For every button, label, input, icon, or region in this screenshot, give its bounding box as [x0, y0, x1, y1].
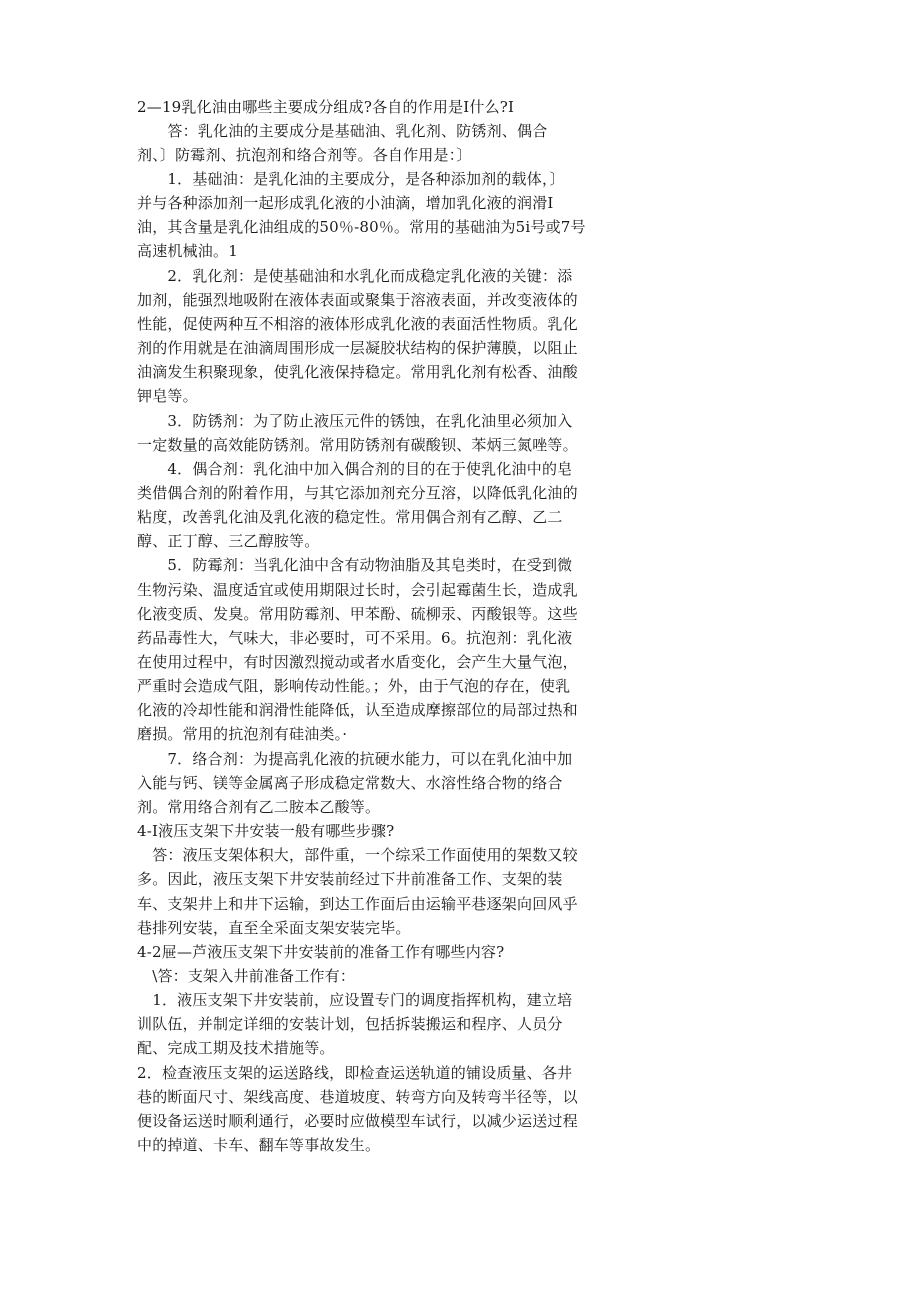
answer-4-2-item-1: 1．液压支架下井安装前，应设置专门的调度指挥机构，建立培: [137, 991, 573, 1009]
rust-inhibitor-line: 3．防锈剂：为了防止液压元件的锈蚀，在乳化油里必须加入: [137, 412, 573, 430]
base-oil-line: 并与各种添加剂一起形成乳化液的小油滴，增加乳化液的润滑I: [137, 194, 554, 212]
answer-4-1-line: 巷排列安装，直至全采面支架安装完毕。: [137, 919, 411, 937]
complexing-agent-line: 入能与钙、镁等金属离子形成稳定常数大、水溶性络合物的络合: [137, 774, 563, 792]
answer-4-2-item-2: 便设备运送时顺利通行，必要时应做模型车试行，以减少运送过程: [137, 1112, 578, 1130]
base-oil-line: 高速机械油。1: [137, 242, 238, 260]
answer-4-2-item-2: 中的掉道、卡车、翻车等事故发生。: [137, 1136, 381, 1154]
complexing-agent-line: 7．络合剂：为提高乳化液的抗硬水能力，可以在乳化油中加: [137, 750, 573, 768]
complexing-agent-line: 剂。常用络合剂有乙二胺本乙酸等。: [137, 798, 381, 816]
answer-4-2-item-1: 配、完成工期及技术措施等。: [137, 1039, 335, 1057]
question-2-19-title: 2—19乳化油由哪些主要成分组成?各自的作用是I什么?I: [137, 98, 515, 116]
antifoam-line: 化液的冷却性能和润滑性能降低，认至造成摩擦部位的局部过热和: [137, 701, 578, 719]
mildew-agent-line: 5．防霉剂：当乳化油中含有动物油脂及其皂类时，在受到微: [137, 556, 573, 574]
base-oil-line: 油，其含量是乳化油组成的50％-80％。常用的基础油为5i号或7号: [137, 218, 586, 236]
emulsifier-line: 钾皂等。: [137, 387, 198, 405]
rust-inhibitor-line: 一定数量的高效能防锈剂。常用防锈剂有碳酸钡、苯炳三氮唑等。: [137, 436, 578, 454]
answer-4-1-line: 多。因此，液压支架下井安装前经过下井前准备工作、支架的装: [137, 870, 563, 888]
answer-4-2-item-1: 训队伍，并制定详细的安装计划，包括拆装搬运和程序、人员分: [137, 1015, 563, 1033]
answer-4-2-intro: \答：支架入井前准备工作有：: [137, 967, 356, 985]
question-4-1-title: 4-I液压支架下井安装一般有哪些步骤?: [137, 822, 395, 840]
emulsifier-line: 油滴发生积聚现象，使乳化液保持稳定。常用乳化剂有松香、油酸: [137, 363, 578, 381]
coupling-agent-line: 4．偶合剂：乳化油中加入偶合剂的目的在于使乳化油中的皂: [137, 460, 573, 478]
mildew-agent-line: 药品毒性大，气味大，非必要时，可不采用。6。抗泡剂：乳化液: [137, 629, 573, 647]
coupling-agent-line: 类借偶合剂的附着作用，与其它添加剂充分互溶，以降低乳化油的: [137, 484, 578, 502]
base-oil-line: 1．基础油：是乳化油的主要成分，是各种添加剂的载体，〕: [137, 170, 565, 188]
mildew-agent-line: 化液变质、发臭。常用防霉剂、甲苯酚、硫柳汞、丙酸银等。这些: [137, 605, 578, 623]
answer-4-1-line: 车、支架井上和井下运输，到达工作面后由运输平巷逐架向回风乎: [137, 895, 578, 913]
antifoam-line: 在使用过程中，有时因激烈搅动或者水盾变化，会产生大量气泡，: [137, 653, 578, 671]
antifoam-line: 严重时会造成气阻，影响传动性能。；外，由于气泡的存在，使乳: [137, 677, 571, 695]
answer-4-1-line: 答：液压支架体积大，部件重，一个综采工作面使用的架数又较: [137, 846, 578, 864]
mildew-agent-line: 生物污染、温度适宜或使用期限过长时，会引起霉菌生长，造成乳: [137, 581, 578, 599]
answer-intro-line: 剂、〕防霉剂、抗泡剂和络合剂等。各自作用是：〕: [137, 146, 472, 164]
emulsifier-line: 加剂，能强烈地吸附在液体表面或聚集于溶液表面，并改变液体的: [137, 291, 578, 309]
antifoam-line: 磨损。常用的抗泡剂有硅油类。·: [137, 725, 348, 743]
emulsifier-line: 性能，促使两种互不相溶的液体形成乳化液的表面活性物质。乳化: [137, 315, 578, 333]
question-4-2-title: 4-2屉—芦液压支架下井安装前的准备工作有哪些内容?: [137, 943, 505, 961]
emulsifier-line: 2．乳化剂：是使基础油和水乳化而成稳定乳化液的关键：添: [137, 267, 573, 285]
answer-4-2-item-2: 巷的断面尺寸、架线高度、巷道坡度、转弯方向及转弯半径等，以: [137, 1088, 578, 1106]
coupling-agent-line: 粘度，改善乳化油及乳化液的稳定性。常用偶合剂有乙醇、乙二: [137, 508, 563, 526]
emulsifier-line: 剂的作用就是在油滴周围形成一层凝胶状结构的保护薄膜，以阻止: [137, 339, 578, 357]
answer-intro-line: 答：乳化油的主要成分是基础油、乳化剂、防锈剂、偶合: [137, 122, 548, 140]
coupling-agent-line: 醇、正丁醇、三乙醇胺等。: [137, 532, 320, 550]
answer-4-2-item-2: 2．检查液压支架的运送路线，即检查运送轨道的铺设质量、各井: [137, 1064, 573, 1082]
